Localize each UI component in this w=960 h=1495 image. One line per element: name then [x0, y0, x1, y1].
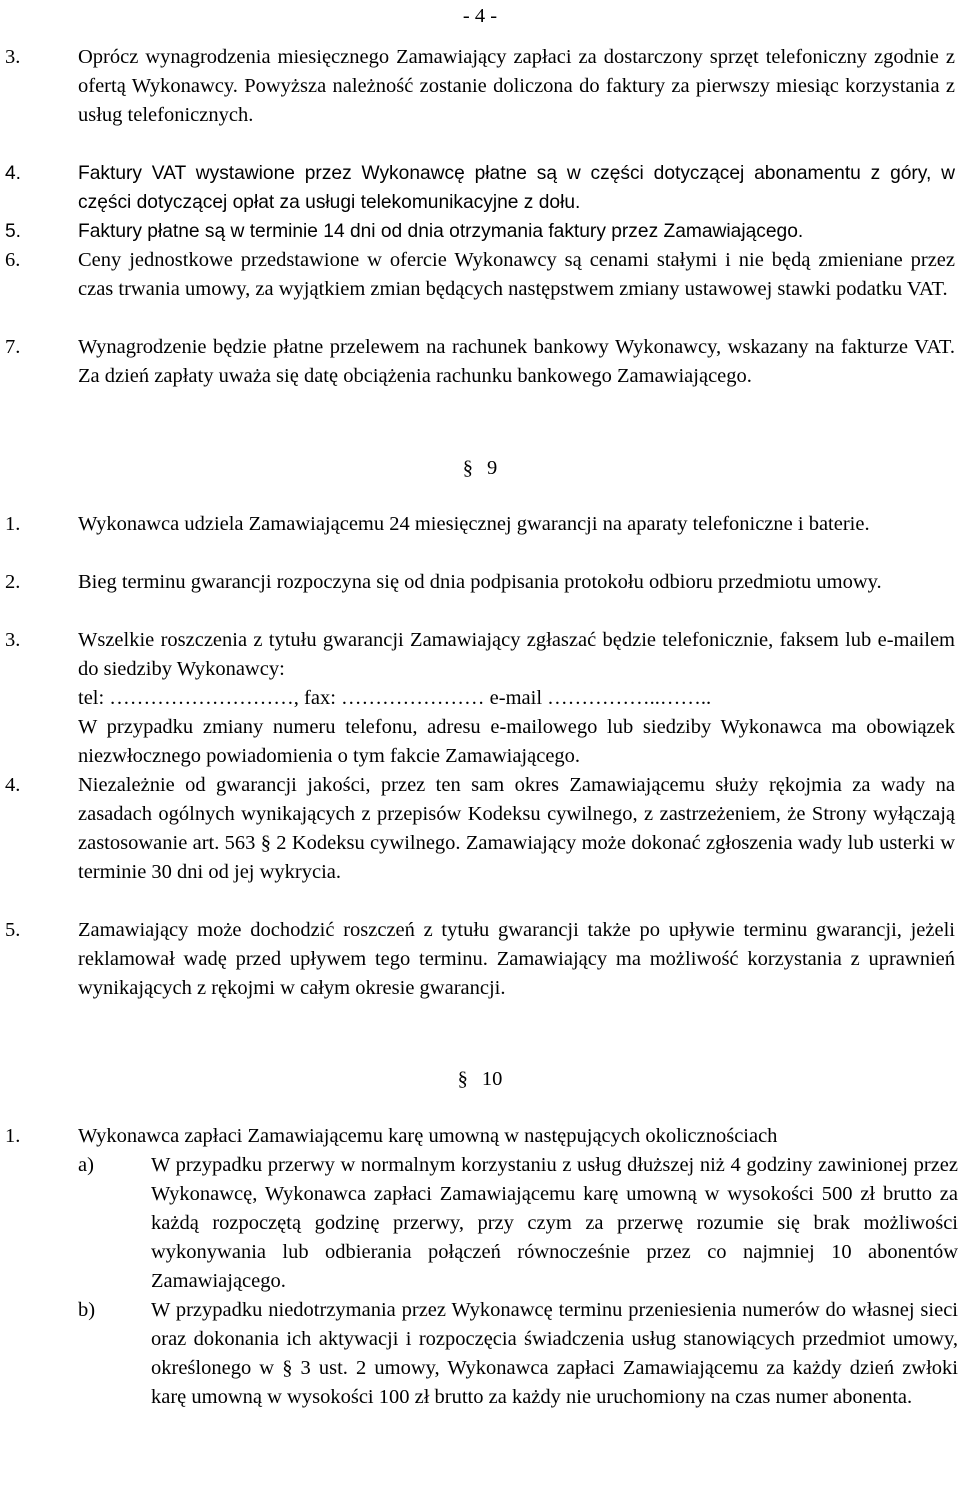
item-text: Faktury płatne są w terminie 14 dni od dnia otrzymania faktury przez Zamawiającego.	[78, 221, 804, 242]
section-heading-9	[0, 454, 960, 483]
section-symbol: §	[457, 1068, 468, 1090]
list-item	[5, 246, 955, 304]
item-text: Wynagrodzenie będzie płatne przelewem na rachunek bankowy Wykonawcy, wskazany na fakturze VAT. Za dzień zapłaty uważa się datę obciążenia rachunku bankowego Zamawiającego.	[78, 336, 955, 387]
item-text: Oprócz wynagrodzenia miesięcznego Zamawiający zapłaci za dostarczony sprzęt telefoniczny zgodnie z ofertą Wykonawcy. Powyższa należność zostanie doliczona do faktury za pierwszy miesiąc korzystania z usług telefonicznych.	[78, 46, 955, 126]
list-item	[5, 159, 955, 217]
sub-item-text: W przypadku niedotrzymania przez Wykonawcę terminu przeniesienia numerów do własnej sieci oraz dokonania ich aktywacji i rozpoczęcia świadczenia usług stanowiących przedmiot umowy, określonego w § 3 ust. 2 umowy, Wykonawca zapłaci Zamawiającemu za każdy dzień zwłoki karę umowną w wysokości 100 zł brutto za każdy nie uruchomiony na czas numer abonenta.	[151, 1299, 958, 1408]
list-item	[5, 1122, 958, 1412]
item-note: W przypadku zmiany numeru telefonu, adresu e-mailowego lub siedziby Wykonawca ma obowiązek niezwłocznego powiadomienia o tym fakcie Zamawiającego.	[78, 716, 955, 767]
item-text: Faktury VAT wystawione przez Wykonawcę płatne są w części dotyczącej abonamentu z góry, w części dotyczącej opłat za usługi telekomunikacyjne z dołu.	[78, 163, 955, 213]
section-heading-10	[0, 1065, 960, 1094]
item-text: Wszelkie roszczenia z tytułu gwarancji Zamawiający zgłaszać będzie telefonicznie, faksem lub e-mailem do siedziby Wykonawcy:	[78, 629, 955, 680]
list-item	[5, 510, 955, 539]
sub-item-label: a)	[78, 1154, 94, 1176]
item-text: Ceny jednostkowe przedstawione w ofercie Wykonawcy są cenami stałymi i nie będą zmieniane przez czas trwania umowy, za wyjątkiem zmian będących następstwem zmiany ustawowej stawki podatku VAT.	[78, 249, 955, 300]
section-symbol: §	[462, 457, 473, 479]
list-item	[5, 568, 955, 597]
item-text: Wykonawca zapłaci Zamawiającemu karę umowną w następujących okolicznościach	[78, 1125, 778, 1147]
item-number: 5.	[5, 221, 22, 242]
list-item	[5, 217, 955, 246]
sub-item	[78, 1296, 958, 1412]
item-number: 4.	[5, 774, 21, 796]
contact-line: tel: ………………………, fax: ………………… e-mail ……………..……..	[78, 687, 712, 709]
item-number: 1.	[5, 1125, 21, 1147]
list-item	[5, 916, 955, 1003]
section-number: 9	[487, 457, 498, 479]
item-text: Zamawiający może dochodzić roszczeń z tytułu gwarancji także po upływie terminu gwarancji, jeżeli reklamował wadę przed upływem tego terminu. Zamawiający ma możliwość korzystania z uprawnień wynikających z rękojmi w całym okresie gwarancji.	[78, 919, 955, 999]
item-text: Niezależnie od gwarancji jakości, przez ten sam okres Zamawiającemu służy rękojmia za wady na zasadach ogólnych wynikających z przepisów Kodeksu cywilnego, z zastrzeżeniem, że Strony wyłączają zastosowanie art. 563 § 2 Kodeksu cywilnego. Zamawiający może dokonać zgłoszenia wady lub usterki w terminie 30 dni od jej wykrycia.	[78, 774, 955, 883]
list-item	[5, 771, 955, 887]
list-item	[5, 43, 955, 130]
sub-item-text: W przypadku przerwy w normalnym korzystaniu z usług dłuższej niż 4 godziny zawinionej przez Wykonawcę, Wykonawca zapłaci Zamawiającemu karę umowną w wysokości 500 zł brutto za każdą rozpoczętą godzinę przerwy, przy czym za przerwę rozumie się brak możliwości wykonywania lub odbierania połączeń równocześnie przez co najmniej 10 abonentów Zamawiającego.	[151, 1154, 958, 1292]
item-number: 3.	[5, 46, 21, 68]
item-number: 5.	[5, 919, 21, 941]
sub-item-label: b)	[78, 1299, 96, 1321]
item-text: Bieg terminu gwarancji rozpoczyna się od dnia podpisania protokołu odbioru przedmiotu umowy.	[78, 571, 882, 593]
item-number: 1.	[5, 513, 21, 535]
item-number: 7.	[5, 336, 21, 358]
sub-item	[78, 1151, 958, 1296]
page-number: - 4 -	[462, 5, 498, 27]
list-item	[5, 333, 955, 391]
section-number: 10	[481, 1068, 503, 1090]
list-item	[5, 626, 955, 771]
item-number: 4.	[5, 163, 22, 184]
item-number: 6.	[5, 249, 21, 271]
item-number: 2.	[5, 571, 21, 593]
item-number: 3.	[5, 629, 21, 651]
item-text: Wykonawca udziela Zamawiającemu 24 miesięcznej gwarancji na aparaty telefoniczne i baterie.	[78, 513, 870, 535]
